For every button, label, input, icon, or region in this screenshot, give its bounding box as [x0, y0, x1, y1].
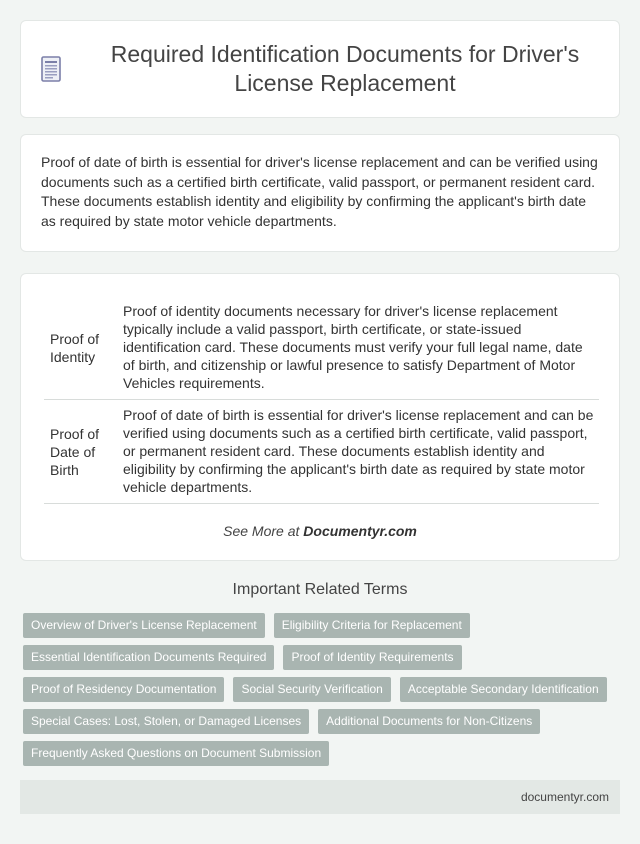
- document-icon: [41, 56, 61, 82]
- related-tag[interactable]: Social Security Verification: [233, 677, 390, 702]
- tag-row: [23, 645, 623, 670]
- title-row: [21, 21, 619, 117]
- tag-row: [23, 677, 623, 702]
- related-terms-title: Important Related Terms: [232, 581, 408, 598]
- table-card: [20, 273, 620, 561]
- footer: [20, 780, 620, 814]
- table-row: [44, 296, 599, 400]
- row-description: Proof of identity documents necessary for driver's license replacement typically include a valid passport, birth certificate, or state-issued identification card. These documents must verify your full legal name, date of birth, and citizenship or lawful presence to satisfy Department of Motor Vehicles requirements.: [117, 296, 599, 400]
- row-label: Proof of Identity: [44, 296, 117, 400]
- related-tag[interactable]: Acceptable Secondary Identification: [400, 677, 607, 702]
- tag-row: [23, 613, 623, 638]
- intro-card: [20, 134, 620, 252]
- related-tag[interactable]: Additional Documents for Non-Citizens: [318, 709, 540, 734]
- related-tag[interactable]: Proof of Residency Documentation: [23, 677, 224, 702]
- requirements-table: [44, 296, 599, 504]
- see-more-site[interactable]: Documentyr.com: [303, 523, 417, 539]
- related-tag[interactable]: Eligibility Criteria for Replacement: [274, 613, 470, 638]
- tag-row: [23, 741, 623, 766]
- related-tag[interactable]: Special Cases: Lost, Stolen, or Damaged Licenses: [23, 709, 309, 734]
- table-row: [44, 400, 599, 504]
- row-label: Proof of Date of Birth: [44, 400, 117, 504]
- intro-text: Proof of date of birth is essential for driver's license replacement and can be verified using documents such as a certified birth certificate, valid passport, or permanent resident card. These documents establish identity and eligibility by confirming the applicant's birth date as required by state motor vehicle departments.: [41, 154, 598, 229]
- title-card: [20, 20, 620, 118]
- related-tags: [23, 613, 623, 773]
- row-description: Proof of date of birth is essential for driver's license replacement and can be verified using documents such as a certified birth certificate, valid passport, or permanent resident card. These documents establish identity and eligibility by confirming the applicant's birth date as required by state motor vehicle departments.: [117, 400, 599, 504]
- see-more-prefix: See More at: [223, 523, 304, 539]
- footer-site-link[interactable]: documentyr.com: [520, 790, 609, 804]
- tag-row: [23, 709, 623, 734]
- related-tag[interactable]: Essential Identification Documents Required: [23, 645, 274, 670]
- related-tag[interactable]: Proof of Identity Requirements: [283, 645, 461, 670]
- page-title: Required Identification Documents for Driver's License Replacement: [110, 41, 580, 96]
- related-tag[interactable]: Overview of Driver's License Replacement: [23, 613, 265, 638]
- related-tag[interactable]: Frequently Asked Questions on Document Submission: [23, 741, 329, 766]
- see-more-link[interactable]: [21, 523, 619, 539]
